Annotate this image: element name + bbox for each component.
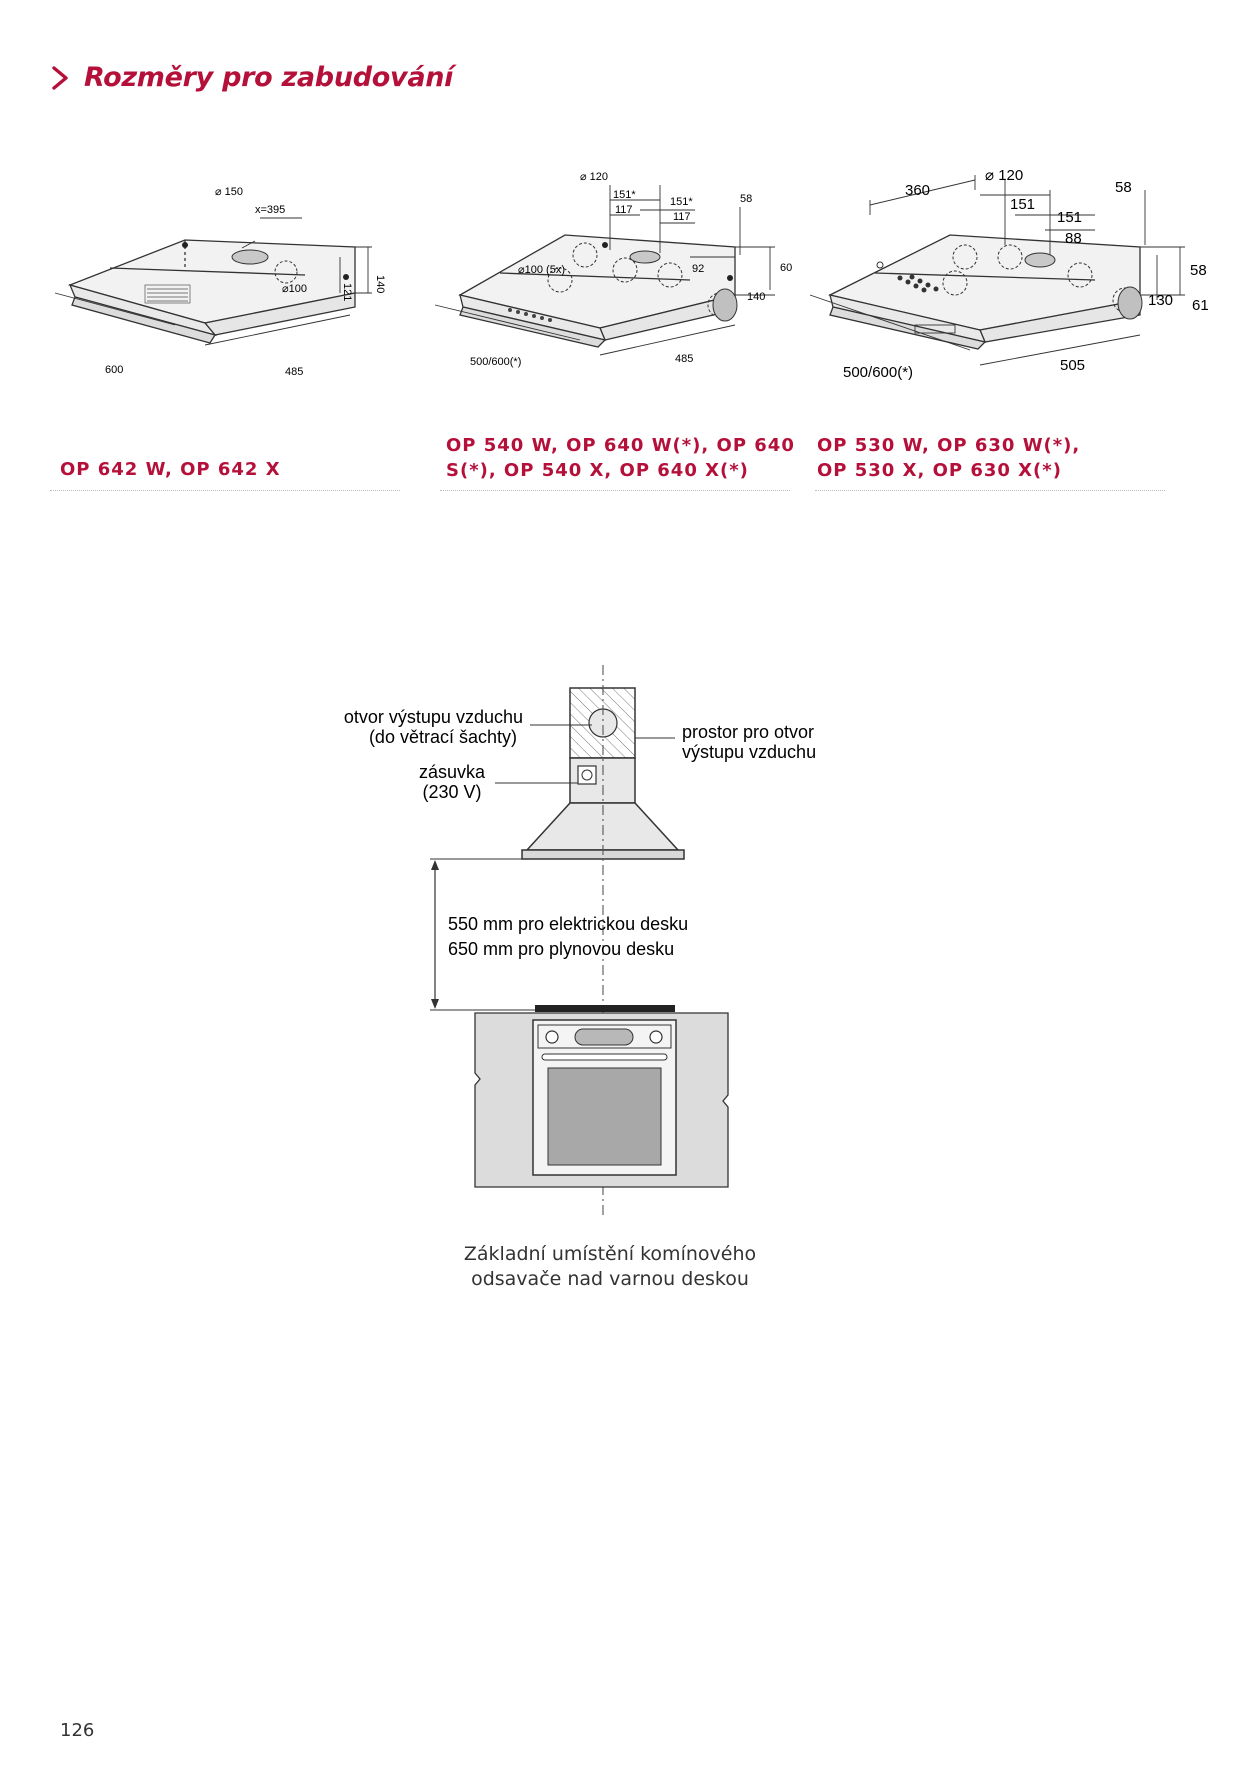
dim-v58: 58 (1190, 262, 1207, 279)
hood-models-3-line1: OP 530 W, OP 630 W(*), (817, 435, 1081, 456)
dim-v60: 60 (780, 262, 793, 274)
dim-h121: 121 (341, 283, 353, 302)
dim-v130: 130 (1148, 292, 1174, 309)
caption-line1: Základní umístění komínového (463, 1243, 757, 1265)
caption-line2: odsavače nad varnou deskou (471, 1268, 749, 1290)
label-socket-1: zásuvka (418, 762, 486, 782)
dim-v88: 88 (1065, 230, 1082, 247)
dim-d120: ⌀ 120 (985, 167, 1024, 184)
hood-models-3 (817, 433, 1080, 483)
hood-models-2 (446, 433, 795, 483)
dim-a117: 117 (615, 204, 633, 216)
dim-v58: 58 (740, 193, 753, 205)
divider-2 (440, 490, 790, 491)
hood-diagram-1 (50, 175, 410, 405)
dim-v92: 92 (692, 263, 705, 275)
hood-diagram-2 (430, 165, 800, 405)
dim-b151s: 151* (670, 196, 693, 208)
label-air-outlet-1: otvor výstupu vzduchu (343, 707, 523, 727)
hood-models-1: OP 642 W, OP 642 X (60, 459, 281, 480)
chevron-right-icon (50, 65, 72, 91)
hood-models-3-line2: OP 530 X, OP 630 X(*) (817, 460, 1062, 481)
label-space-2: výstupu vzduchu (682, 742, 817, 762)
divider-1 (50, 490, 400, 491)
label-air-outlet-2: (do větrací šachty) (368, 727, 517, 747)
dim-a151s: 151* (613, 189, 636, 201)
hood-models-2-line2: S(*), OP 540 X, OP 640 X(*) (446, 460, 749, 481)
dim-w500: 500/600(*) (470, 356, 522, 368)
label-dist-electric: 550 mm pro elektrickou desku (448, 914, 689, 934)
hood-diagram-3 (805, 165, 1225, 405)
dim-d100x5: ⌀100 (5x) (518, 264, 565, 276)
dim-d100: ⌀100 (282, 283, 307, 295)
dim-d485: 485 (675, 353, 694, 365)
dim-d150: ⌀ 150 (215, 186, 244, 198)
dim-d120: ⌀ 120 (580, 171, 609, 183)
dim-d505: 505 (1060, 357, 1086, 374)
label-space-1: prostor pro otvor (682, 722, 815, 742)
dim-v360: 360 (905, 182, 931, 199)
hood-models-2-line1: OP 540 W, OP 640 W(*), OP 640 (446, 435, 795, 456)
dim-v140: 140 (747, 291, 766, 303)
dim-h140: 140 (374, 275, 386, 294)
chimney-hood-diagram (330, 655, 890, 1225)
divider-3 (815, 490, 1165, 491)
dim-d485: 485 (285, 366, 304, 378)
dim-a151: 151 (1010, 196, 1036, 213)
dim-w500: 500/600(*) (843, 364, 914, 381)
label-socket-2: (230 V) (422, 782, 482, 802)
dim-w600: 600 (105, 364, 124, 376)
page-title: Rozměry pro zabudování (84, 62, 454, 93)
dim-v58top: 58 (1115, 179, 1132, 196)
page-number: 126 (60, 1720, 95, 1741)
diagram-caption (400, 1242, 820, 1292)
dim-v61: 61 (1192, 297, 1209, 314)
label-dist-gas: 650 mm pro plynovou desku (448, 939, 675, 959)
page-header (50, 62, 453, 93)
dim-x395: x=395 (255, 204, 286, 216)
dim-b117: 117 (673, 211, 691, 223)
dim-b151: 151 (1057, 209, 1083, 226)
